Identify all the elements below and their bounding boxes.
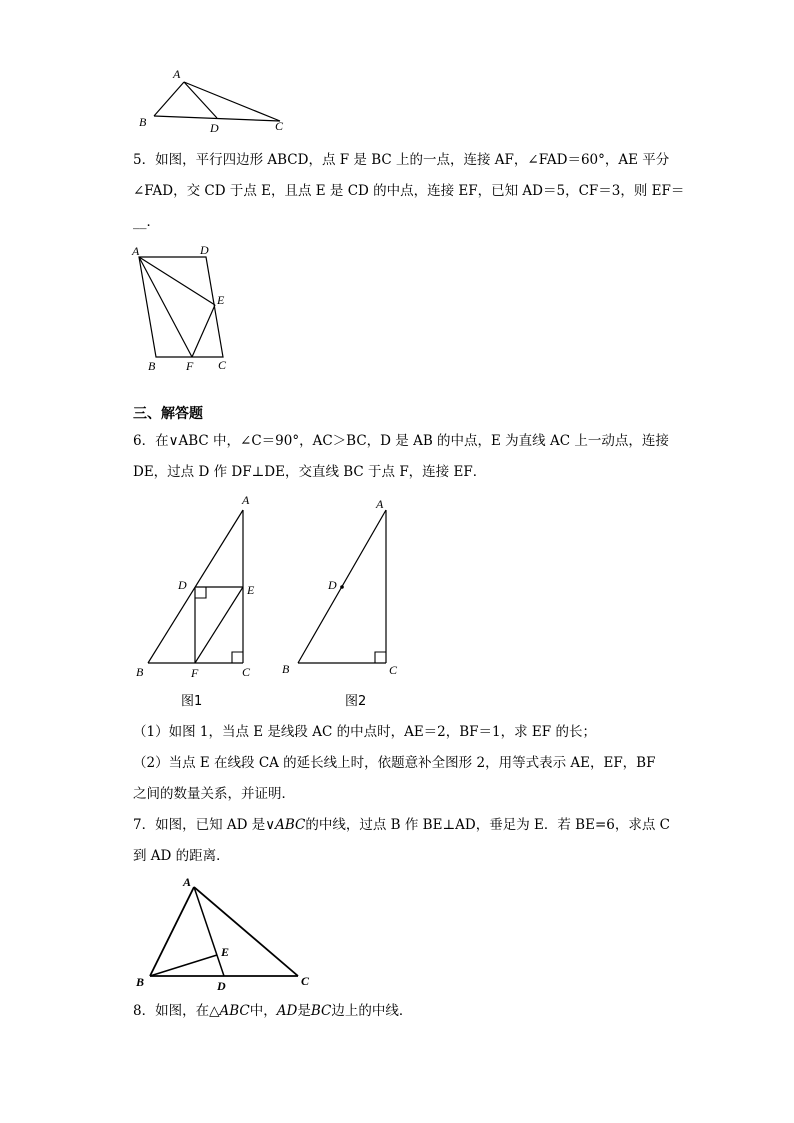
- seg-ae: [139, 257, 215, 305]
- caption-fig2: 图2: [345, 694, 367, 709]
- q7-line1: [133, 815, 670, 835]
- label-a: A: [376, 497, 384, 511]
- figure-6-1: [130, 490, 270, 690]
- label-e: E: [247, 583, 255, 597]
- q8-text-c: 中，: [249, 1003, 277, 1019]
- q8-text-e: 是: [297, 1003, 311, 1019]
- label-c: C: [301, 974, 310, 988]
- label-c: C: [275, 119, 284, 133]
- label-c: C: [218, 358, 227, 372]
- label-a: A: [242, 493, 250, 507]
- point-d: [340, 585, 344, 589]
- label-f: F: [186, 359, 194, 373]
- label-a: A: [132, 244, 140, 258]
- label-e: E: [217, 293, 225, 307]
- right-angle-d: [195, 587, 206, 598]
- q8-text-a: 8．如图，在△: [133, 1003, 220, 1019]
- label-d: D: [217, 979, 226, 993]
- label-f: F: [191, 666, 199, 680]
- label-a: A: [183, 875, 192, 889]
- q8-text-abc: ABC: [219, 1003, 250, 1019]
- q7-line2: 到 AD 的距离．: [133, 848, 230, 864]
- label-b: B: [136, 975, 145, 989]
- figure-parallelogram: [128, 240, 248, 375]
- label-d: D: [200, 243, 209, 257]
- q7-text-a: 7．如图，已知 AD 是∨: [133, 817, 276, 833]
- q8-text-ad: AD: [276, 1003, 298, 1019]
- figure-7: [130, 872, 320, 997]
- q5-line1: 5．如图，平行四边形 ABCD，点 F 是 BC 上的一点，连接 AF，∠FAD＝60°，AE 平分: [133, 152, 670, 168]
- q7-text-c: 的中线，过点 B 作 BE⊥AD，垂足为 E．若 BE=6，求点 C: [305, 817, 670, 833]
- figure-triangle-abd: [130, 62, 300, 137]
- q6-part2-line2: 之间的数量关系，并证明．: [133, 786, 295, 802]
- label-d: D: [178, 578, 187, 592]
- seg-ab: [154, 82, 184, 116]
- parallelogram-abcd: [139, 257, 223, 357]
- label-b: B: [282, 662, 290, 676]
- label-b: B: [148, 359, 156, 373]
- label-b: B: [136, 665, 144, 679]
- label-a: A: [173, 67, 181, 81]
- right-angle-c: [375, 652, 386, 663]
- q6-line1: 6．在∨ABC 中，∠C＝90°，AC＞BC，D 是 AB 的中点，E 为直线 AC 上一动点，连接: [133, 433, 669, 449]
- q8-text-bc: BC: [310, 1003, 332, 1019]
- q6-part2-line1: （2）当点 E 在线段 CA 的延长线上时，依题意补全图形 2，用等式表示 AE，EF，BF: [133, 755, 656, 771]
- seg-ad: [184, 82, 217, 118]
- label-d: D: [210, 121, 219, 135]
- label-b: B: [139, 115, 147, 129]
- seg-ab: [150, 887, 194, 976]
- label-c: C: [242, 665, 251, 679]
- q5-line2: ∠FAD，交 CD 于点 E，且点 E 是 CD 的中点，连接 EF，已知 AD＝5，CF＝3，则 EF＝: [133, 183, 685, 199]
- q7-text-abc: ABC: [275, 817, 306, 833]
- label-c: C: [389, 663, 398, 677]
- seg-ac: [184, 82, 280, 121]
- q5-line3: __．: [133, 214, 160, 230]
- q6-part1: （1）如图 1，当点 E 是线段 AC 的中点时，AE＝2，BF＝1，求 EF 的长；: [133, 724, 596, 740]
- label-d: D: [328, 578, 337, 592]
- seg-ef: [192, 305, 215, 357]
- section-heading: 三、解答题: [133, 406, 203, 422]
- caption-fig1: 图1: [181, 694, 203, 709]
- q8-text-g: 边上的中线．: [331, 1003, 413, 1019]
- label-e: E: [221, 945, 230, 959]
- right-angle-c: [232, 652, 243, 663]
- seg-be: [150, 955, 217, 976]
- q6-line2: DE，过点 D 作 DF⊥DE，交直线 BC 于点 F，连接 EF．: [133, 464, 487, 480]
- figure-6-2: [278, 490, 408, 690]
- q8-line: [133, 1001, 412, 1021]
